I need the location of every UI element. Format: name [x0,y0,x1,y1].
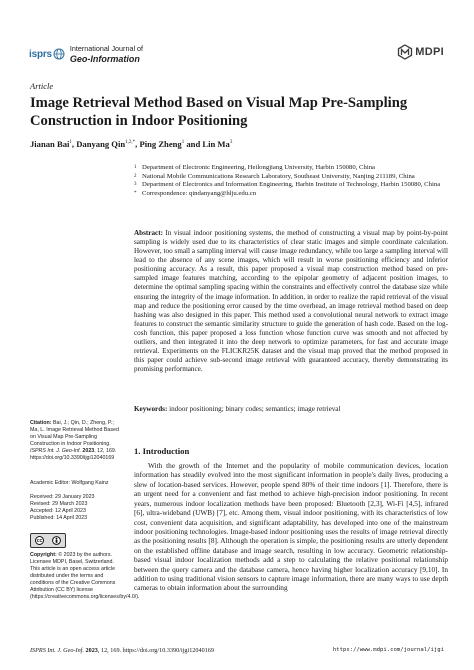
affiliation-item [134,164,454,173]
footer-journal: ISPRS Int. J. Geo-Inf. [30,647,84,654]
author-separator: and [184,139,203,149]
footer-year: 2023 [85,647,98,654]
abstract [134,229,448,374]
intro-paragraph: With the growth of the Internet and the popularity of mobile communication devices, location information has steadily evolved into the most significant information in people's daily lives, producing a slew of location-based services. However, people spend 80% of their time indoors [1]. Therefore, there is an urgent need for a convenient and fast method to achieve high-precision indoor positioning. In recent years, numerous indoor localization methods have been proposed: Bluetooth [2,3], Wi-Fi [4,5], infrared [6], ultra-wideband (UWB) [7], etc. Among them, visual indoor positioning, with its characteristics of low cost, convenient data acquisition, and significant adaptability, has developed into one of the mainstream indoor positioning technologies. Image-based indoor positioning uses the results of image retrieval directly as the positioning results [8]. Although the operation is simple, the positioning results are utterly dependent on the established offline database and image search, resulting in low accuracy. Geometric relationship-based visual indoor localization methods add a step to calculating the relative positional relationship between the query camera and the database camera, hence having higher localization accuracy [9,10]. In addition to using traditional vision sensors to capture image information, there are many ways to use depth cameras to obtain information about the surrounding [134,461,448,593]
journal-logo [29,44,143,64]
citation-text: Bai, J.; Qin, D.; Zheng, P.; Ma, L. Image Retrieval Method Based on Visual Map Pre-Sampling Construction in Indoor Positioning. [30,420,119,447]
author-list [30,139,232,149]
affiliation-number: 2 [134,173,137,179]
mdpi-mark-icon [397,44,413,60]
globe-icon [53,48,65,60]
copyright-text: © 2023 by the authors. Licensee MDPI, Basel, Switzerland. This article is an open access article distributed under the terms and conditions of the Creative Commons Attribution (CC BY) license (https://creativecommons.org/licenses/by/4.0/). [30,552,140,600]
affiliation-number: 1 [134,165,137,170]
journal-name-line2: Geo-Information [69,54,140,64]
copyright-label: Copyright: [30,552,57,558]
article-title: Image Retrieval Method Based on Visual Map Pre-Sampling Construction in Indoor Positioning [30,95,408,129]
journal-name-line1: International Journal of [69,44,144,53]
affiliation-item [134,173,454,182]
citation-year: 2023 [82,448,95,454]
attribution-icon [52,536,61,545]
author-affiliation-mark: 3 [229,140,233,146]
affiliation-text[interactable]: Correspondence: qindanyang@hlju.edu.cn [142,189,257,197]
keywords-label: Keywords: [134,405,168,413]
footer-journal-url[interactable]: https://www.mdpi.com/journal/ijgi [332,647,444,653]
author-name: Lin Ma [202,139,230,149]
footer-citation [30,647,214,654]
cc-icon: cc [36,537,43,544]
keywords-text: indoor positioning; binary codes; semantics; image retrieval [169,405,341,413]
mdpi-logo-text: MDPI [415,46,444,58]
date-line: Received: 29 January 2023 [30,494,95,500]
section-title: 1. Introduction [134,446,190,456]
isprs-logo-text: isprs [29,48,52,60]
affiliation-text: Department of Electronics and Information Engineering, Harbin Institute of Technology, Harbin 150080, China [142,181,441,189]
date-line: Accepted: 12 April 2023 [30,508,86,514]
journal-name [70,44,143,64]
author-name: Jianan Bai [30,139,70,149]
author-separator: , [71,139,77,149]
author-affiliation-mark: 1 [69,140,72,146]
author-separator: , [135,139,140,149]
academic-editor: Academic Editor: Wolfgang Kainz [30,480,109,486]
author-name: Ping Zheng [139,139,182,149]
date-line: Published: 14 April 2023 [30,515,88,521]
affiliation-text: National Mobile Communications Research Laboratory, Southeast University, Nanjing 211189, China [142,172,415,180]
page-footer [30,647,444,654]
citation-doi[interactable]: , 12, 169. https://doi.org/10.3390/ijgi12040169 [30,448,117,461]
publisher-logo [397,44,444,60]
affiliation-item [134,181,454,190]
affiliation-item [134,190,454,199]
author-affiliation-mark: 1 [181,140,185,146]
abstract-label: Abstract: [134,229,163,237]
author-name: Danyang Qin [76,139,126,149]
introduction-body [134,461,448,593]
citation-block [30,420,120,462]
footer-doi[interactable]: , 12, 169. https://doi.org/10.3390/ijgi12040169 [97,647,214,654]
affiliation-number: 3 [134,182,137,188]
affiliations [134,164,454,198]
affiliation-number: * [134,190,137,196]
date-line: Revised: 29 March 2023 [30,501,88,507]
cc-license-badge[interactable] [30,533,66,548]
author-affiliation-mark: 1,2,* [125,140,136,146]
keywords [134,405,448,414]
copyright-notice [30,552,140,601]
citation-journal: ISPRS Int. J. Geo-Inf. [30,448,81,454]
affiliation-text: Department of Electronic Engineering, Heilongjiang University, Harbin 150080, China [142,164,376,171]
article-type: Article [30,81,54,91]
citation-label: Citation: [30,420,52,426]
abstract-text: In visual indoor positioning systems, the method of constructing a visual map by point-by-point sampling is widely used due to its characteristics of clear static images and simple coordinate calculation. However, too small a sampling interval will cause image redundancy, while too large a sampling interval will lead to the absence of any scene images, which will result in worse positioning efficiency and inferior positioning accuracy. As a result, this paper proposed a visual map construction method based on pre-sampled image features matching, according to the epipolar geometry of adjacent position images, to determine the optimal sampling spacing within the constraints and effectively control the database size while ensuring the integrity of the image information. In addition, in order to realize the rapid retrieval of the visual map and reduce the positioning error caused by the time overhead, an image retrieval method based on deep hashing was also designed in this paper. This method used a convolutional neural network to extract image features to construct the semantic similarity structure to guide the generation of hash code. Based on the log-cosh function, this paper proposed a loss function whose function curve was smooth and not affected by outliers, and then integrated it into the deep network to optimize parameters, for fast and accurate image retrieval. Experiments on the FLICKR25K dataset and the visual map proved that the method proposed in this paper could achieve sub-second image retrieval with guaranteed accuracy, thereby demonstrating its promising performance. [134,229,448,374]
publication-dates [30,494,120,522]
